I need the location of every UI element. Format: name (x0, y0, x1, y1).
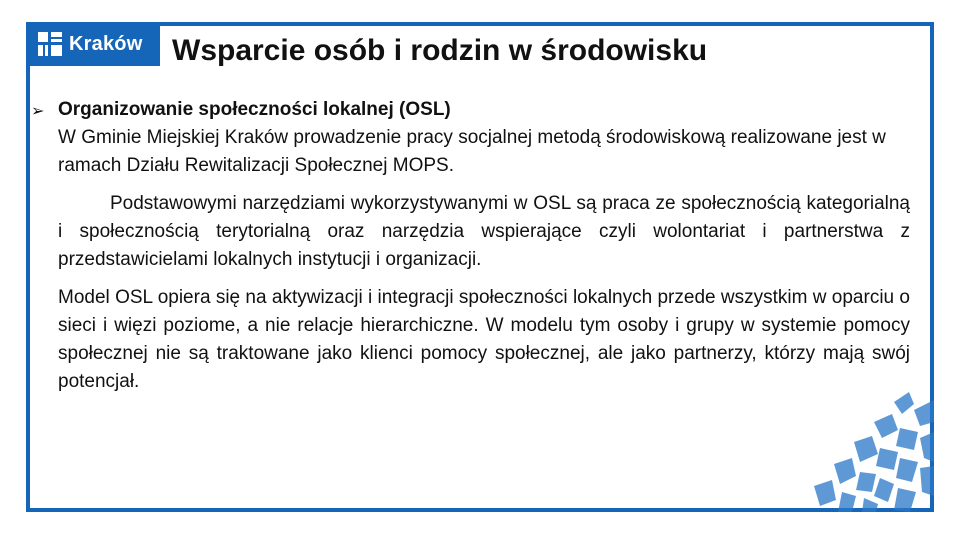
logo-text: Kraków (69, 32, 143, 55)
krakow-pattern-icon (784, 392, 934, 512)
model-paragraph: Model OSL opiera się na aktywizacji i integracji społeczności lokalnych przede wszystkim w oparciu o sieci i więzi poziome, a nie relacje hierarchiczne. W modelu tym osoby i grupy w systemie pomocy społecznej nie są traktowane jako klienci pomocy społecznej, ale jako partnerzy, którzy mają swój potencjał. (58, 287, 910, 392)
slide-title: Wsparcie osób i rodzin w środowisku (172, 34, 708, 67)
slide-content (58, 96, 910, 396)
bullet-arrow-icon: ➢ (31, 103, 45, 120)
krakow-logo-mark-icon (38, 32, 62, 56)
krakow-logo (26, 22, 160, 66)
intro-paragraph: W Gminie Miejskiej Kraków prowadzenie pracy socjalnej metodą środowiskową realizowane jest w ramach Działu Rewitalizacji Społecznej MOPS. (58, 127, 886, 176)
section-heading: Organizowanie społeczności lokalnej (OSL) (58, 99, 451, 120)
tools-paragraph: Podstawowymi narzędziami wykorzystywanymi w OSL są praca ze społecznością kategorialną i społecznością terytorialną oraz narzędzia wspierające czyli wolontariat i partnerstwa z przedstawicielami lokalnych instytucji i organizacji. (58, 193, 910, 270)
